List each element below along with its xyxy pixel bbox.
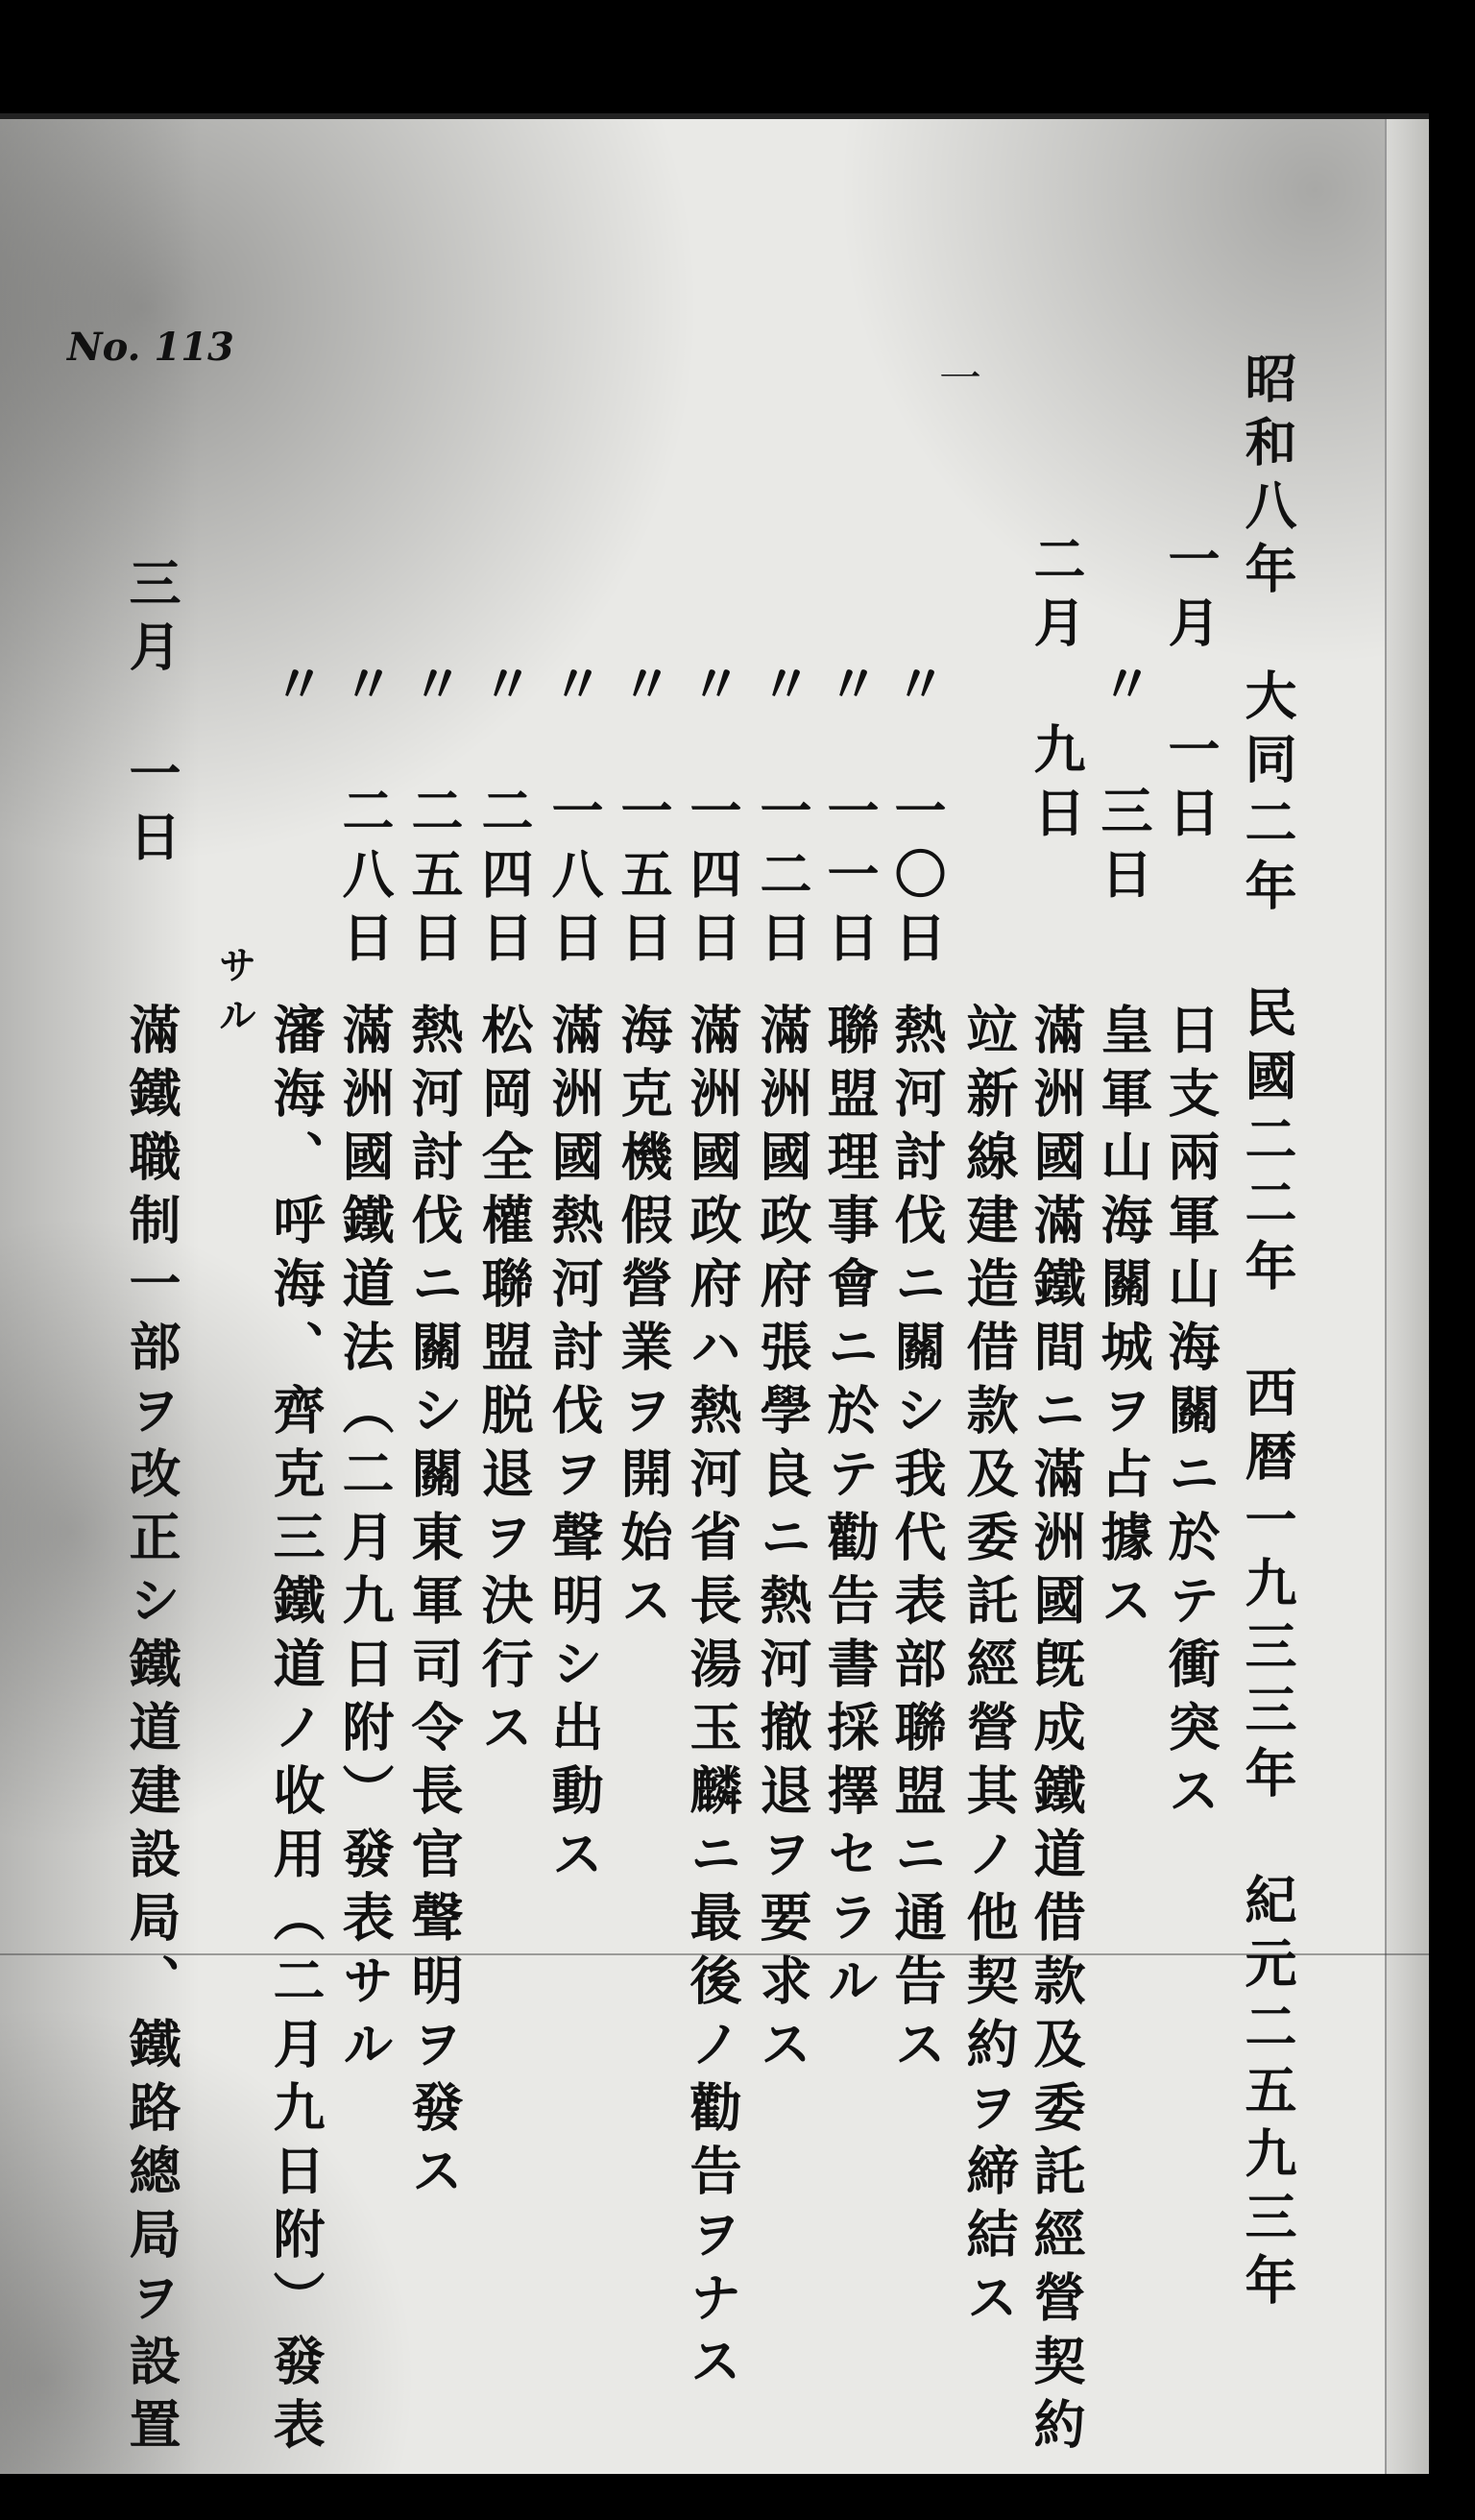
- entry-text-12: 熱河討伐ニ關シ關東軍司令長官聲明ヲ發ス: [403, 1003, 465, 2207]
- entry-text-14-cont: サル: [212, 945, 257, 1045]
- entry-month: 〃: [544, 657, 605, 720]
- entry-text-3-cont: 竝新線建造借款及委託經營其ノ他契約ヲ締結ス: [958, 1003, 1020, 2334]
- entry-month: 〃: [403, 657, 465, 720]
- entry-date-9: [615, 657, 672, 974]
- paper-sheet: [0, 113, 1429, 2474]
- year-heading: 昭和八年 大同二年 民國二二年 西暦一九三三年 紀元二五九三年: [1237, 351, 1298, 2316]
- item-number-label: No. 113: [67, 325, 234, 370]
- entry-text-13: 滿洲國鐵道法（二月九日附）發表サル: [334, 1003, 396, 2080]
- entry-text-14: 瀋海、呼海、齊克三鐵道ノ收用（二月九日附）發表: [265, 1003, 326, 2460]
- entry-month: 三月: [121, 556, 182, 683]
- entry-text-2: 皇軍山海關城ヲ占據ス: [1093, 1003, 1154, 1636]
- entry-date-10: [545, 657, 603, 974]
- entry-month: 〃: [334, 657, 396, 720]
- entry-date-13: [336, 657, 394, 974]
- entry-day: 一一日: [819, 784, 881, 974]
- entry-month: 二月: [1026, 532, 1087, 659]
- entry-date-3: [1028, 532, 1085, 849]
- entry-date-7: [754, 657, 811, 974]
- entry-month: 〃: [613, 657, 674, 720]
- entry-day: 一〇日: [886, 784, 948, 974]
- entry-text-8: 滿洲國政府ハ熱河省長湯玉麟ニ最後ノ勸告ヲナス: [682, 1003, 743, 2397]
- entry-text-6: 聯盟理事會ニ於テ勸告書採擇セラル: [819, 1003, 881, 2017]
- entry-date-8: [684, 657, 741, 974]
- entry-month: 〃: [682, 657, 743, 720]
- entry-day: 一八日: [544, 784, 605, 974]
- entry-day: 一四日: [682, 784, 743, 974]
- entry-text-1: 日支兩軍山海關ニ於テ衝突ス: [1160, 1003, 1221, 1827]
- entry-day: 一五日: [613, 784, 674, 974]
- entry-text-16: 滿鐵職制一部ヲ改正シ鐵道建設局、鐵路總局ヲ設置: [121, 1003, 182, 2460]
- entry-month: 〃: [752, 657, 813, 720]
- entry-date-2: [1095, 657, 1152, 910]
- entry-date-11: [475, 657, 533, 974]
- entry-date-16: [123, 556, 181, 873]
- entry-date-12: [405, 657, 463, 974]
- entry-date-14: [267, 657, 325, 720]
- entry-text-3: 滿洲國滿鐵間ニ滿洲國旣成鐵道借款及委託經營契約: [1026, 1003, 1087, 2460]
- entry-month: 〃: [819, 657, 881, 720]
- entry-date-6: [821, 657, 879, 974]
- entry-day: 二八日: [334, 784, 396, 974]
- entry-day: 一日: [121, 746, 182, 873]
- entry-text-10: 滿洲國熱河討伐ヲ聲明シ出動ス: [544, 1003, 605, 1890]
- entry-month: 〃: [473, 657, 535, 720]
- entry-day: 二五日: [403, 784, 465, 974]
- page-number: 一: [939, 354, 981, 403]
- entry-day: 一日: [1160, 722, 1221, 849]
- entry-day: 三日: [1093, 784, 1154, 910]
- entry-date-1: [1162, 532, 1220, 849]
- entry-date-5: [888, 657, 946, 974]
- entry-text-5: 熱河討伐ニ關シ我代表部聯盟ニ通告ス: [886, 1003, 948, 2080]
- entry-month: 〃: [1093, 657, 1154, 720]
- entry-month: 一月: [1160, 532, 1221, 659]
- entry-day: 九日: [1026, 722, 1087, 849]
- entry-text-9: 海克機假營業ヲ開始ス: [613, 1003, 674, 1636]
- entry-day: 一二日: [752, 784, 813, 974]
- page-binding-edge: [1385, 119, 1429, 2474]
- entry-day: 二四日: [473, 784, 535, 974]
- entry-month: 〃: [886, 657, 948, 720]
- entry-month: 〃: [265, 657, 326, 720]
- entry-text-11: 松岡全權聯盟脱退ヲ決行ス: [473, 1003, 535, 1763]
- entry-text-7: 滿洲國政府張學良ニ熱河撤退ヲ要求ス: [752, 1003, 813, 2080]
